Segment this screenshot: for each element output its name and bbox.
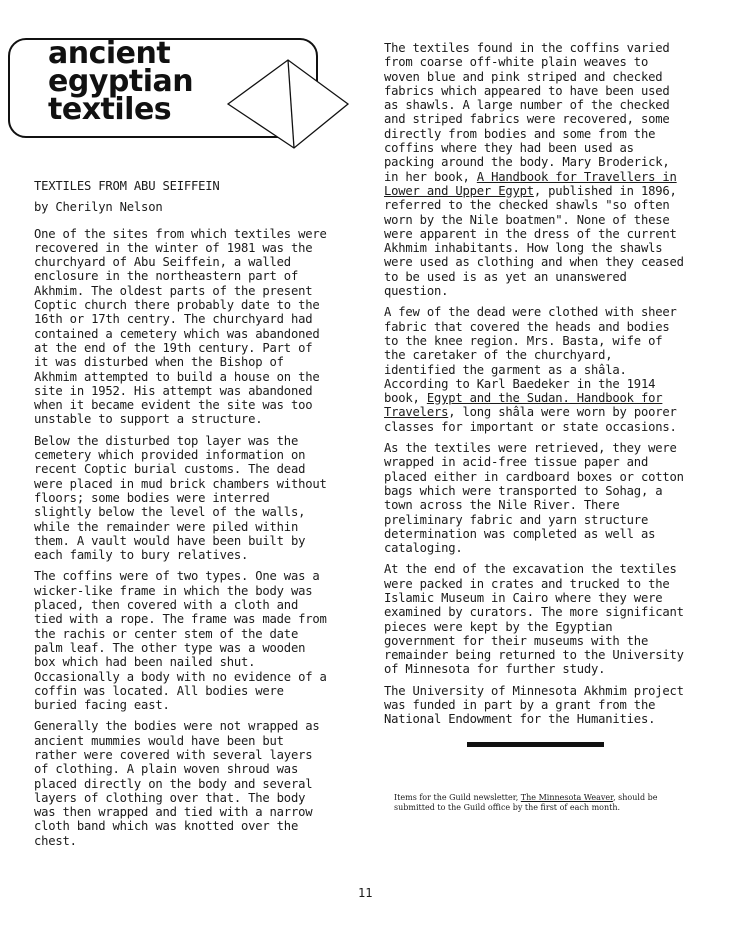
text-run: , published in 1896, referred to the checked shawls "so often worn by the Nile boatmen". None of these were apparent in the dress of the current Akhmim inhabitants. How long the shawls were used as clothing and when they ceased to be used is as yet an unanswered question. — [384, 183, 684, 299]
page-number: 11 — [358, 886, 373, 900]
text-run: , should be submitted to the Guild office by the first of each month. — [394, 793, 658, 812]
text-run: Items for the Guild newsletter, — [394, 793, 521, 802]
submission-note — [394, 793, 684, 813]
article-title: TEXTILES FROM ABU SEIFFEIN — [34, 179, 220, 193]
masthead-title — [48, 36, 228, 127]
masthead-title-line: egyptian — [48, 64, 194, 99]
book-title: Egypt and the Sudan. Handbook for Travelers — [384, 391, 663, 420]
masthead-title-line: textiles — [48, 92, 172, 127]
paragraph: Generally the bodies were not wrapped as ancient mummies would have been but rather were covered with several layers of clothing. A plain woven shroud was placed directly on the body and several layers of clothing over that. The body was then wrapped and tied with a narrow cloth band which was knotted over the chest. — [34, 719, 320, 848]
paragraph: One of the sites from which textiles were recovered in the winter of 1981 was the churchyard of Abu Seiffein, a walled enclosure in the northeastern part of Akhmim. The oldest parts of the present Coptic church there probably date to the 16th or 17th centry. The churchyard had contained a cemetery which was abandoned at the end of the 19th century. Part of it was disturbed when the Bishop of Akhmim attempted to build a house on the site in 1952. His attempt was abandoned when it became evident the site was too unstable to support a structure. — [34, 226, 327, 427]
paragraph: Below the disturbed top layer was the cemetery which provided information on recent Coptic burial customs. The dead were placed in mud brick chambers without floors; some bodies were interred slightly below the level of the walls, while the remainder were piled within them. A vault would have been built by each family to bury relatives. — [34, 433, 327, 563]
section-divider — [467, 742, 604, 747]
paragraph: The University of Minnesota Akhmim project was funded in part by a grant from the National Endowment for the Humanities. — [384, 683, 684, 727]
right-column — [384, 41, 690, 734]
text-run: The textiles found in the coffins varied from coarse off-white plain weaves to woven blue and pink striped and checked fabrics which appeared to have been used as shawls. A large number of the checked and striped fabrics were recovered, some directly from bodies and some from the coffins where they had been used as packing around the body. Mary Broderick, in her book, — [384, 41, 670, 184]
paragraph: The coffins were of two types. One was a wicker-like frame in which the body was placed, then covered with a cloth and tied with a rope. The frame was made from the rachis or center stem of the date palm leaf. The other type was a wooden box which had been nailed shut. Occasionally a body with no evidence of a coffin was located. All bodies were buried facing east. — [34, 569, 327, 713]
paragraph: As the textiles were retrieved, they were wrapped in acid-free tissue paper and placed either in cardboard boxes or cotton bags which were transported to Sohag, a town across the Nile River. There preliminary fabric and yarn structure determination was completed as well as cataloging. — [384, 441, 684, 556]
text-run: , long shâla were worn by poorer classes for important or state occasions. — [384, 405, 677, 434]
byline: by Cherilyn Nelson — [34, 200, 163, 215]
newsletter-name: The Minnesota Weaver — [520, 793, 614, 802]
book-title: A Handbook for Travellers in Lower and Upper Egypt — [384, 169, 677, 198]
paragraph — [384, 41, 690, 298]
left-column — [34, 179, 330, 855]
pyramid-diamond-icon — [224, 56, 350, 152]
paragraph — [384, 305, 690, 434]
text-run: A few of the dead were clothed with sheer fabric that covered the heads and bodies to the knee region. Mrs. Basta, wife of the caretaker of the churchyard, identified the garment as a shâla. According to Karl Baedeker in the 1914 book, — [384, 305, 677, 406]
masthead-title-line: ancient — [48, 36, 171, 71]
paragraph: At the end of the excavation the textiles were packed in crates and trucked to the Islamic Museum in Cairo where they were examined by curators. The more significant pieces were kept by the Egyptian government for their museums with the remainder being returned to the University of Minnesota for further study. — [384, 562, 684, 677]
